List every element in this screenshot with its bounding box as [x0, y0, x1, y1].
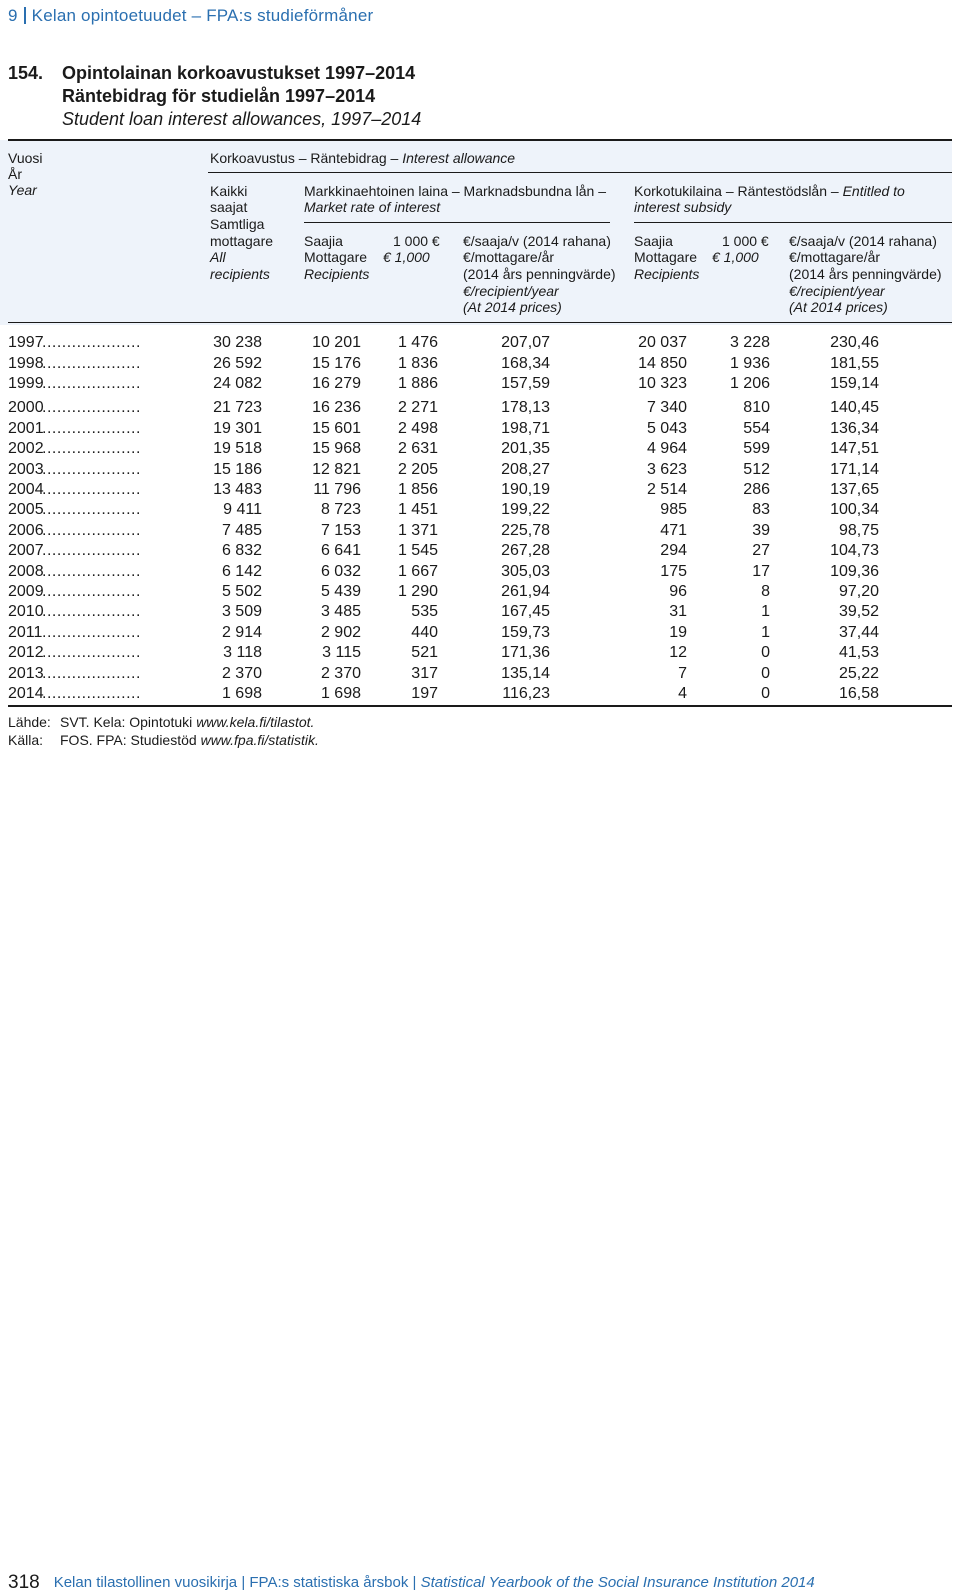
leader-dots: .................... [42, 481, 141, 498]
subsidy-recipients-1: Saajia [634, 233, 673, 249]
year-cell: 2000 [8, 399, 44, 416]
market-eur-cell: 1 836 [397, 354, 438, 372]
subsidy-per-recipient-2: €/mottagare/år [789, 249, 881, 265]
all-recipients-cell: 13 483 [213, 481, 262, 498]
market-per-recipient-1: €/saaja/v (2014 rahana) [463, 233, 611, 249]
table-row [0, 643, 952, 663]
leader-dots: .................... [42, 542, 141, 559]
year-cell: 2004 [8, 481, 44, 498]
table-row [0, 354, 952, 374]
subsidy-per-recipient-cell: 147,51 [830, 440, 879, 457]
subsidy-per-recipient-cell: 37,44 [838, 623, 879, 641]
leader-dots: .................... [42, 603, 141, 620]
market-per-recipient-cell: 261,94 [501, 583, 550, 600]
subsidy-loan-header-en-2: interest subsidy [634, 199, 732, 215]
market-eur-cell: 2 271 [397, 399, 438, 416]
market-recipients-en: Recipients [304, 266, 370, 282]
subsidy-recipients-cell: 14 850 [638, 354, 687, 372]
group-header-rule [208, 172, 952, 173]
market-per-recipient-cell: 199,22 [501, 501, 550, 518]
table-row [0, 521, 952, 541]
subsidy-eur-cell: 554 [743, 419, 770, 437]
chapter-number: 9 [8, 6, 18, 25]
market-per-recipient-en-1: €/recipient/year [463, 283, 559, 299]
subsidy-per-recipient-cell: 41,53 [838, 644, 879, 661]
subsidy-eur-cell: 83 [752, 501, 770, 518]
subsidy-per-recipient-cell: 109,36 [830, 562, 879, 580]
subsidy-per-recipient-cell: 104,73 [830, 542, 879, 559]
year-label-sv: År [8, 166, 22, 182]
year-cell: 2014 [8, 685, 44, 702]
market-per-recipient-cell: 198,71 [501, 419, 550, 437]
all-recipients-cell: 3 118 [223, 644, 262, 661]
source-line-fi [8, 714, 314, 730]
market-recipients-cell: 2 902 [320, 623, 361, 641]
subsidy-recipients-cell: 5 043 [646, 419, 687, 437]
subsidy-recipients-cell: 294 [660, 542, 687, 559]
all-recipients-cell: 3 509 [221, 603, 262, 620]
leader-dots: .................... [42, 685, 141, 702]
market-per-recipient-cell: 208,27 [501, 460, 550, 478]
leader-dots: .................... [42, 334, 141, 351]
market-per-recipient-3: (2014 års penningvärde) [463, 266, 616, 282]
subsidy-recipients-cell: 31 [669, 603, 687, 620]
market-recipients-cell: 6 032 [320, 562, 361, 580]
table-row [0, 562, 952, 582]
source-text-fi: SVT. Kela: Opintotuki [60, 714, 193, 730]
market-per-recipient-2: €/mottagare/år [463, 249, 555, 265]
year-cell: 2012 [8, 644, 44, 661]
subsidy-eur-cell: 1 936 [729, 354, 770, 372]
subsidy-eur-cell: 0 [761, 644, 770, 661]
footer-divider: | [412, 1574, 417, 1591]
all-recipients-cell: 1 698 [221, 685, 262, 702]
leader-dots: .................... [42, 440, 141, 457]
subsidy-recipients-2: Mottagare [634, 249, 698, 265]
table-number: 154. [8, 63, 44, 83]
subsidy-eur-cell: 1 [761, 623, 770, 641]
year-cell: 2005 [8, 501, 44, 518]
subsidy-loan-header-en-1: Entitled to [842, 183, 905, 199]
table-row [0, 602, 952, 622]
all-recipients-cell: 9 411 [223, 501, 262, 518]
group-header [210, 150, 515, 166]
market-recipients-2: Mottagare [304, 249, 368, 265]
subsidy-recipients-cell: 10 323 [638, 375, 687, 392]
market-recipients-cell: 10 201 [312, 334, 361, 351]
subsidy-recipients-cell: 985 [660, 501, 687, 518]
market-eur-thousand-en: € 1,000 [383, 249, 430, 265]
leader-dots: .................... [42, 521, 141, 539]
footer-title-fi: Kelan tilastollinen vuosikirja [53, 1574, 238, 1591]
all-recipients-cell: 26 592 [213, 354, 262, 372]
market-eur-cell: 1 371 [397, 521, 438, 539]
year-cell: 2007 [8, 542, 44, 559]
table-row [0, 480, 952, 500]
subsidy-recipients-cell: 7 340 [646, 399, 687, 416]
table-header-rule [8, 322, 952, 323]
all-recipients-cell: 6 142 [221, 562, 262, 580]
table-row [0, 541, 952, 561]
subsidy-recipients-cell: 12 [669, 644, 687, 661]
table-row [0, 623, 952, 643]
leader-dots: .................... [42, 375, 141, 392]
subsidy-per-recipient-cell: 137,65 [830, 481, 879, 498]
leader-dots: .................... [42, 664, 141, 682]
market-recipients-cell: 15 601 [312, 419, 361, 437]
subsidy-per-recipient-en-2: (At 2014 prices) [789, 299, 888, 315]
year-cell: 1997 [8, 334, 44, 351]
market-per-recipient-cell: 159,73 [501, 623, 550, 641]
market-loan-header-en: Market rate of interest [304, 199, 441, 215]
leader-dots: .................... [42, 562, 141, 580]
all-recipients-3: Samtliga [210, 216, 265, 232]
table-bottom-rule [8, 705, 952, 707]
source-label-sv: Källa: [8, 732, 44, 748]
subsidy-recipients-en: Recipients [634, 266, 700, 282]
subsidy-eur-cell: 286 [743, 481, 770, 498]
source-text-sv: FOS. FPA: Studiestöd [60, 732, 197, 748]
table-row [0, 684, 952, 704]
subsidy-eur-thousand-en: € 1,000 [712, 249, 759, 265]
chapter-title: Kelan opintoetuudet – FPA:s studieförmåner [31, 6, 374, 25]
market-eur-cell: 1 451 [397, 501, 438, 518]
table-row [0, 419, 952, 439]
running-head-divider [24, 7, 26, 24]
leader-dots: .................... [42, 419, 141, 437]
subsidy-eur-cell: 512 [743, 460, 770, 478]
running-head [8, 6, 373, 26]
table-row [0, 333, 952, 353]
subsidy-per-recipient-cell: 97,20 [838, 583, 879, 600]
market-eur-cell: 2 498 [397, 419, 438, 437]
all-recipients-en-1: All [210, 249, 226, 265]
market-eur-cell: 535 [411, 603, 438, 620]
market-per-recipient-cell: 116,23 [502, 685, 550, 702]
subsidy-per-recipient-en-1: €/recipient/year [789, 283, 885, 299]
market-per-recipient-en-2: (At 2014 prices) [463, 299, 562, 315]
all-recipients-cell: 19 518 [213, 440, 262, 457]
subsidy-eur-cell: 0 [761, 664, 770, 682]
market-recipients-cell: 7 153 [320, 521, 361, 539]
all-recipients-2: saajat [210, 199, 248, 215]
table-row [0, 439, 952, 459]
all-recipients-cell: 2 914 [221, 623, 262, 641]
table-row [0, 582, 952, 602]
subsidy-recipients-cell: 471 [660, 521, 687, 539]
table-top-rule [8, 139, 952, 141]
leader-dots: .................... [42, 583, 141, 600]
market-eur-cell: 317 [411, 664, 438, 682]
subsidy-recipients-cell: 175 [660, 562, 687, 580]
market-eur-cell: 440 [411, 623, 438, 641]
page-footer [8, 1572, 815, 1594]
market-per-recipient-cell: 168,34 [501, 354, 550, 372]
market-per-recipient-cell: 171,36 [501, 644, 550, 661]
subsidy-eur-cell: 3 228 [729, 334, 770, 351]
market-recipients-cell: 3 115 [322, 644, 361, 661]
table-title-en: Student loan interest allowances, 1997–2014 [62, 109, 422, 129]
market-recipients-cell: 12 821 [312, 460, 361, 478]
market-per-recipient-cell: 267,28 [501, 542, 550, 559]
market-eur-cell: 197 [411, 685, 438, 702]
footer-divider: | [241, 1574, 246, 1591]
subsidy-eur-cell: 0 [761, 685, 770, 702]
all-recipients-cell: 6 832 [221, 542, 262, 559]
subsidy-eur-cell: 27 [752, 542, 770, 559]
subsidy-per-recipient-1: €/saaja/v (2014 rahana) [789, 233, 937, 249]
subsidy-recipients-cell: 96 [669, 583, 687, 600]
market-recipients-cell: 16 236 [312, 399, 361, 416]
market-eur-cell: 1 886 [397, 375, 438, 392]
market-eur-cell: 1 545 [397, 542, 438, 559]
market-recipients-cell: 11 796 [313, 481, 361, 498]
page-number: 318 [8, 1572, 40, 1593]
market-per-recipient-cell: 167,45 [501, 603, 550, 620]
market-recipients-cell: 2 370 [320, 664, 361, 682]
table-title-sv: Räntebidrag för studielån 1997–2014 [62, 86, 376, 106]
subsidy-recipients-cell: 20 037 [638, 334, 687, 351]
table-row [0, 460, 952, 480]
market-per-recipient-cell: 201,35 [501, 440, 550, 457]
market-eur-cell: 1 290 [397, 583, 438, 600]
subsidy-eur-cell: 810 [743, 399, 770, 416]
subsidy-per-recipient-cell: 100,34 [830, 501, 879, 518]
subsidy-per-recipient-cell: 39,52 [838, 603, 879, 620]
subsidy-per-recipient-cell: 136,34 [830, 419, 879, 437]
market-per-recipient-cell: 135,14 [501, 664, 550, 682]
all-recipients-cell: 24 082 [213, 375, 262, 392]
all-recipients-cell: 7 485 [221, 521, 262, 539]
year-cell: 2013 [8, 664, 44, 682]
year-cell: 2011 [8, 623, 43, 641]
market-eur-thousand: 1 000 € [393, 233, 440, 249]
subsidy-loan-rule [634, 222, 952, 223]
market-eur-cell: 1 856 [397, 481, 438, 498]
market-eur-cell: 2 205 [397, 460, 438, 478]
market-recipients-cell: 15 968 [312, 440, 361, 457]
market-per-recipient-cell: 178,13 [501, 399, 550, 416]
subsidy-eur-cell: 39 [752, 521, 770, 539]
market-recipients-cell: 8 723 [320, 501, 361, 518]
year-cell: 2001 [8, 419, 44, 437]
year-cell: 2002 [8, 440, 44, 457]
source-line-sv [8, 732, 319, 748]
year-cell: 2009 [8, 583, 44, 600]
subsidy-eur-cell: 17 [752, 562, 770, 580]
all-recipients-cell: 15 186 [213, 460, 262, 478]
all-recipients-cell: 5 502 [221, 583, 262, 600]
leader-dots: .................... [42, 644, 141, 661]
subsidy-recipients-cell: 3 623 [646, 460, 687, 478]
group-header-label-en: Interest allowance [402, 150, 516, 166]
market-eur-cell: 1 476 [397, 334, 438, 351]
all-recipients-cell: 19 301 [213, 419, 262, 437]
subsidy-eur-cell: 1 206 [729, 375, 770, 392]
market-eur-cell: 2 631 [397, 440, 438, 457]
group-header-label: Korkoavustus – Räntebidrag – [210, 150, 399, 166]
market-loan-rule [304, 222, 610, 223]
table-row [0, 398, 952, 418]
source-label-fi: Lähde: [8, 714, 51, 730]
all-recipients-cell: 2 370 [221, 664, 262, 682]
market-recipients-cell: 5 439 [320, 583, 361, 600]
subsidy-per-recipient-cell: 16,58 [838, 685, 879, 702]
leader-dots: .................... [42, 354, 141, 372]
all-recipients-4: mottagare [210, 233, 274, 249]
subsidy-recipients-cell: 2 514 [646, 481, 687, 498]
subsidy-per-recipient-cell: 25,22 [838, 664, 879, 682]
table-row [0, 500, 952, 520]
market-per-recipient-cell: 305,03 [501, 562, 550, 580]
subsidy-per-recipient-cell: 230,46 [830, 334, 879, 351]
market-recipients-cell: 16 279 [312, 375, 361, 392]
table-row [0, 374, 952, 394]
all-recipients-en-2: recipients [210, 266, 270, 282]
subsidy-per-recipient-3: (2014 års penningvärde) [789, 266, 942, 282]
footer-title-sv: FPA:s statistiska årsbok [249, 1574, 409, 1591]
leader-dots: .................... [42, 623, 141, 641]
year-cell: 1998 [8, 354, 44, 372]
year-label-en: Year [8, 182, 37, 198]
subsidy-loan-header [634, 183, 905, 199]
source-link-sv[interactable]: www.fpa.fi/statistik. [200, 732, 319, 748]
leader-dots: .................... [42, 460, 141, 478]
year-cell: 2008 [8, 562, 44, 580]
leader-dots: .................... [42, 501, 141, 518]
footer-title-en: Statistical Yearbook of the Social Insurance Institution 2014 [420, 1574, 815, 1591]
year-cell: 2003 [8, 460, 44, 478]
market-eur-cell: 1 667 [397, 562, 438, 580]
market-recipients-cell: 15 176 [312, 354, 361, 372]
subsidy-loan-header-label: Korkotukilaina – Räntestödslån – [634, 183, 839, 199]
subsidy-recipients-cell: 7 [678, 664, 687, 682]
year-label-fi: Vuosi [8, 150, 43, 166]
subsidy-eur-cell: 8 [761, 583, 770, 600]
year-cell: 2010 [8, 603, 44, 620]
subsidy-per-recipient-cell: 171,14 [830, 460, 879, 478]
subsidy-recipients-cell: 4 [678, 685, 687, 702]
year-cell: 2006 [8, 521, 44, 539]
market-per-recipient-cell: 190,19 [501, 481, 550, 498]
market-eur-cell: 521 [411, 644, 438, 661]
all-recipients-cell: 30 238 [213, 334, 262, 351]
table-title-fi: Opintolainan korkoavustukset 1997–2014 [62, 63, 416, 83]
market-recipients-cell: 1 698 [320, 685, 361, 702]
subsidy-per-recipient-cell: 159,14 [830, 375, 879, 392]
leader-dots: .................... [42, 399, 141, 416]
market-per-recipient-cell: 157,59 [501, 375, 550, 392]
all-recipients-1: Kaikki [210, 183, 248, 199]
subsidy-eur-cell: 1 [761, 603, 770, 620]
all-recipients-cell: 21 723 [213, 399, 262, 416]
market-per-recipient-cell: 225,78 [501, 521, 550, 539]
year-cell: 1999 [8, 375, 44, 392]
source-link-fi[interactable]: www.kela.fi/tilastot. [196, 714, 315, 730]
subsidy-recipients-cell: 4 964 [646, 440, 687, 457]
market-recipients-cell: 6 641 [320, 542, 361, 559]
table-row [0, 664, 952, 684]
subsidy-per-recipient-cell: 181,55 [830, 354, 879, 372]
subsidy-per-recipient-cell: 98,75 [838, 521, 879, 539]
subsidy-eur-cell: 599 [743, 440, 770, 457]
market-per-recipient-cell: 207,07 [501, 334, 550, 351]
subsidy-eur-thousand: 1 000 € [722, 233, 769, 249]
market-loan-header: Markkinaehtoinen laina – Marknadsbundna lån – [304, 183, 606, 199]
subsidy-per-recipient-cell: 140,45 [830, 399, 879, 416]
market-recipients-cell: 3 485 [320, 603, 361, 620]
market-recipients-1: Saajia [304, 233, 343, 249]
subsidy-recipients-cell: 19 [669, 623, 687, 641]
